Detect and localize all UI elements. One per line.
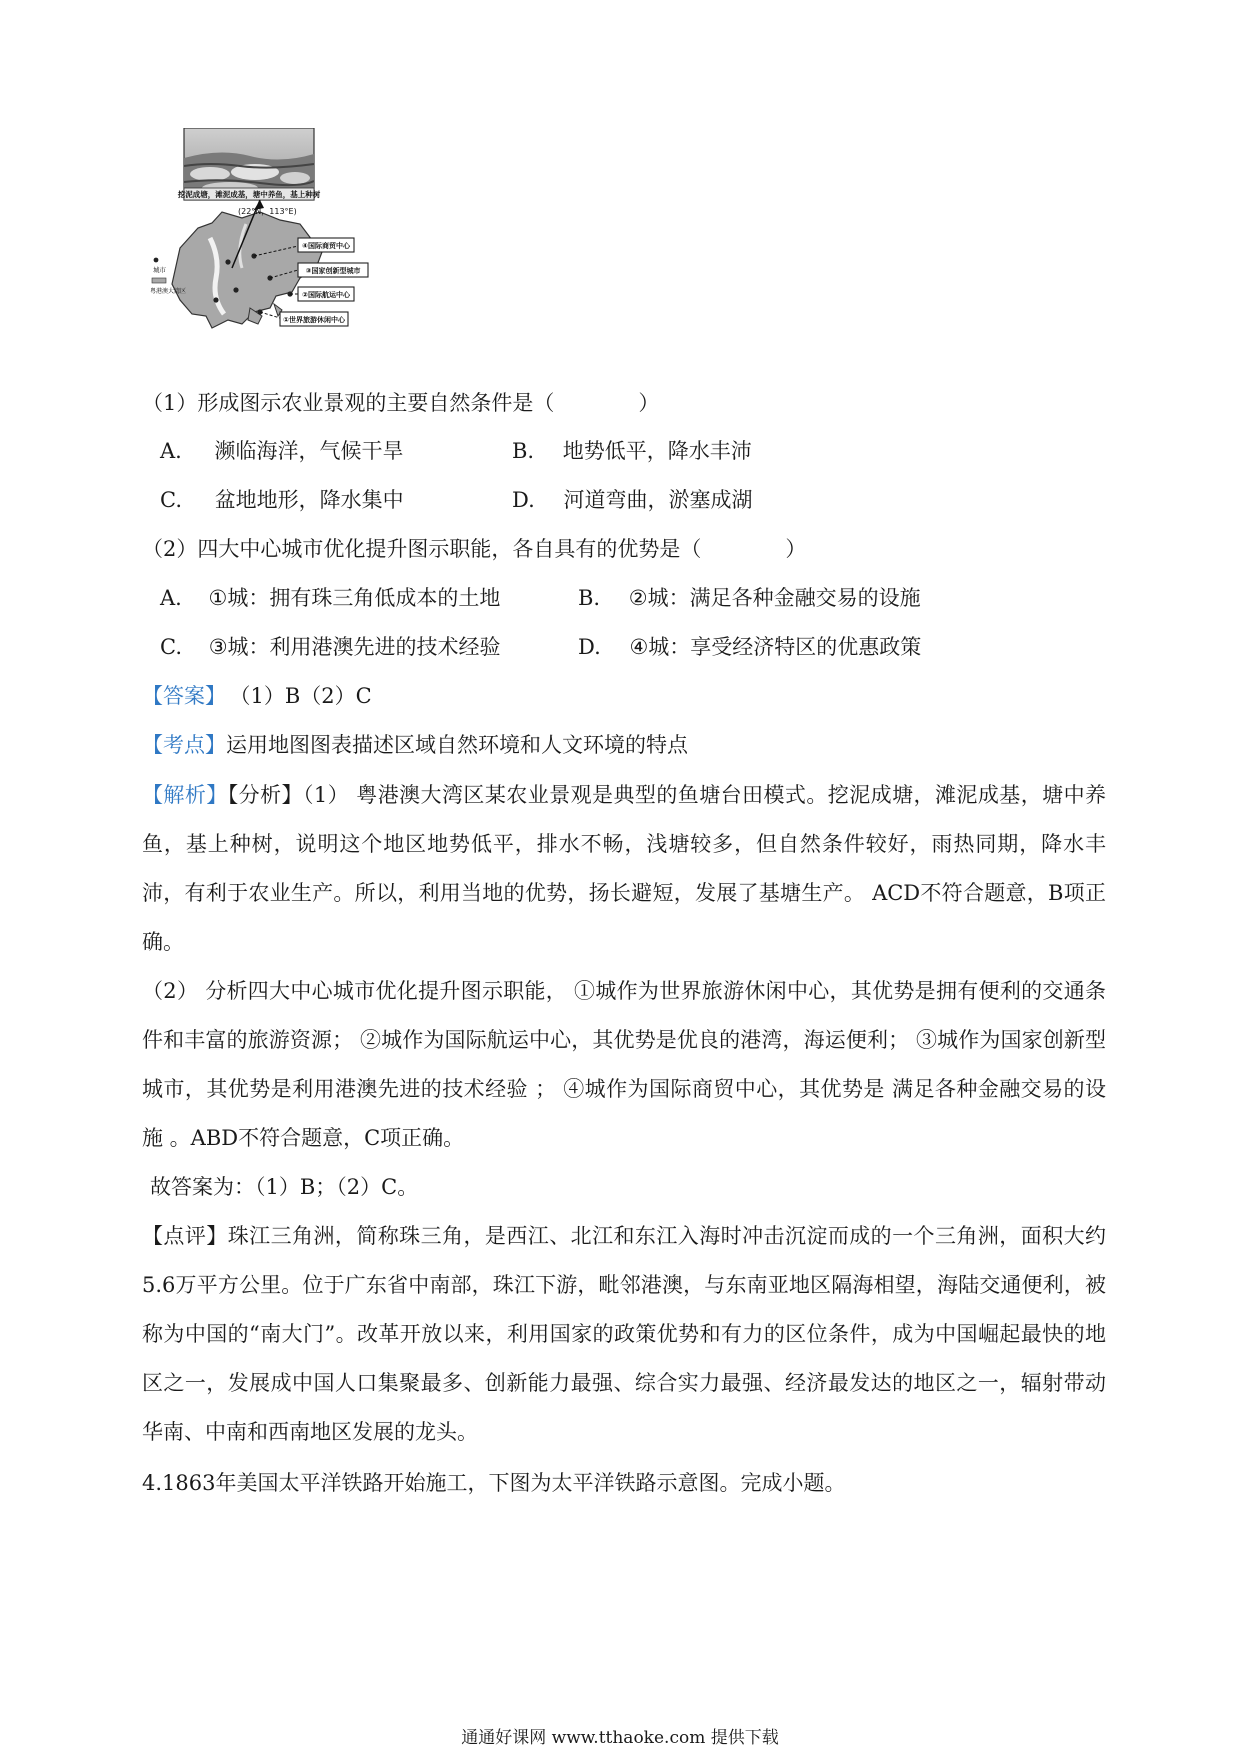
- option-text: 河道弯曲，淤塞成湖: [563, 488, 753, 512]
- answer-line: [142, 681, 372, 711]
- fish-pond-photo: [177, 128, 321, 200]
- question-figure: [150, 128, 435, 373]
- comment-paragraph: 【点评】珠江三角洲，简称珠三角，是西江、北江和东江入海时冲击沉淀而成的一个三角洲，面积大约5.6万平方公里。位于广东省中南部，珠江下游，毗邻港澳，与东南亚地区隔海相望，海陆交通便利，被称为中国的“南大门”。改革开放以来，利用国家的政策优势和有力的区位条件，成为中国崛起最快的地区之一，发展成中国人口集聚最多、创新能力最强、综合实力最强、经济最发达的地区之一，辐射带动华南、中南和西南地区发展的龙头。: [142, 1224, 1106, 1444]
- option-text: ④城：享受经济特区的优惠政策: [629, 635, 922, 659]
- answer-label: 【答案】: [142, 684, 226, 708]
- q1-option-a: [160, 436, 404, 466]
- legend-city-label: 城市: [153, 266, 166, 274]
- option-text: 地势低平，降水丰沛: [562, 439, 752, 463]
- analysis-paragraph-1: [142, 771, 1106, 967]
- callout-international-trade-center: [298, 238, 354, 252]
- option-text: 濒临海洋，气候干旱: [214, 439, 404, 463]
- option-letter: B.: [578, 586, 601, 610]
- exam-point-value: 运用地图图表描述区域自然环境和人文环境的特点: [226, 733, 688, 757]
- option-letter: B.: [512, 439, 535, 463]
- option-text: 盆地地形，降水集中: [214, 488, 404, 512]
- option-text: ①城：拥有珠三角低成本的土地: [208, 586, 501, 610]
- question-2-stem: （2）四大中心城市优化提升图示职能，各自具有的优势是（ ）: [142, 537, 807, 561]
- option-text: ②城：满足各种金融交易的设施: [628, 586, 921, 610]
- q2-option-d: [578, 632, 921, 662]
- q1-option-c: [160, 485, 404, 515]
- q2-option-a: [160, 583, 500, 613]
- greater-bay-area-map: [150, 200, 368, 328]
- legend-region-label: 粤港澳大湾区: [150, 288, 187, 295]
- svg-text:①世界旅游休闲中心: ①世界旅游休闲中心: [283, 316, 345, 324]
- q1-option-b: [512, 436, 752, 466]
- coordinate-label: (22°N，113°E): [238, 207, 297, 216]
- callout-national-innovation-city: [298, 263, 368, 277]
- option-letter: A.: [160, 439, 182, 463]
- page-footer: 通通好课网 www.tthaoke.com 提供下载: [461, 1728, 779, 1748]
- question-1-stem: （1）形成图示农业景观的主要自然条件是（ ）: [142, 391, 660, 415]
- exam-point-line: [142, 730, 688, 760]
- fish-pond-map-figure: [150, 128, 435, 373]
- svg-text:③国家创新型城市: ③国家创新型城市: [305, 267, 361, 275]
- option-letter: C.: [160, 635, 182, 659]
- q2-option-c: [160, 632, 501, 662]
- option-text: ③城：利用港澳先进的技术经验: [208, 635, 501, 659]
- option-letter: D.: [512, 488, 535, 512]
- option-letter: C.: [160, 488, 182, 512]
- city-dot: [233, 287, 238, 292]
- analysis-conclusion: 故答案为：（1）B；（2）C。: [150, 1175, 419, 1199]
- question-4-intro: 4.1863年美国太平洋铁路开始施工，下图为太平洋铁路示意图。完成小题。: [142, 1471, 846, 1495]
- callout-international-shipping-center: [298, 287, 354, 301]
- option-letter: D.: [578, 635, 601, 659]
- callout-world-tourism-center: [280, 312, 348, 326]
- svg-text:④国际商贸中心: ④国际商贸中心: [302, 242, 350, 250]
- svg-text:②国际航运中心: ②国际航运中心: [302, 291, 350, 299]
- answer-value: （1）B（2）C: [240, 684, 372, 708]
- option-letter: A.: [160, 586, 182, 610]
- exam-point-label: 【考点】: [142, 733, 226, 757]
- city-dot: [225, 259, 230, 264]
- analysis-label: 【解析】: [142, 783, 228, 807]
- q2-option-b: [578, 583, 921, 613]
- analysis-paragraph-2: （2） 分析四大中心城市优化提升图示职能， ①城作为世界旅游休闲中心，其优势是拥有便利的交通条件和丰富的旅游资源； ②城作为国际航运中心，其优势是优良的港湾，海运便利； ③城作为国家创新型城市，其优势是利用港澳先进的技术经验 ； ④城作为国际商贸中心，其优势是 满足各种金融交易的设施 。ABD不符合题意，C项正确。: [142, 979, 1106, 1150]
- city-dot: [213, 297, 218, 302]
- q1-option-d: [512, 485, 752, 515]
- analysis-text-1: 【分析】（1） 粤港澳大湾区某农业景观是典型的鱼塘台田模式。挖泥成塘，滩泥成基，塘中养鱼，基上种树，说明这个地区地势低平，排水不畅，浅塘较多，但自然条件较好，雨热同期，降水丰沛，有利于农业生产。所以，利用当地的优势，扬长避短，发展了基塘生产。 ACD不符合题意，B项正确。: [142, 783, 1107, 954]
- photo-caption: 挖泥成塘，滩泥成基，塘中养鱼，基上种树: [177, 190, 321, 199]
